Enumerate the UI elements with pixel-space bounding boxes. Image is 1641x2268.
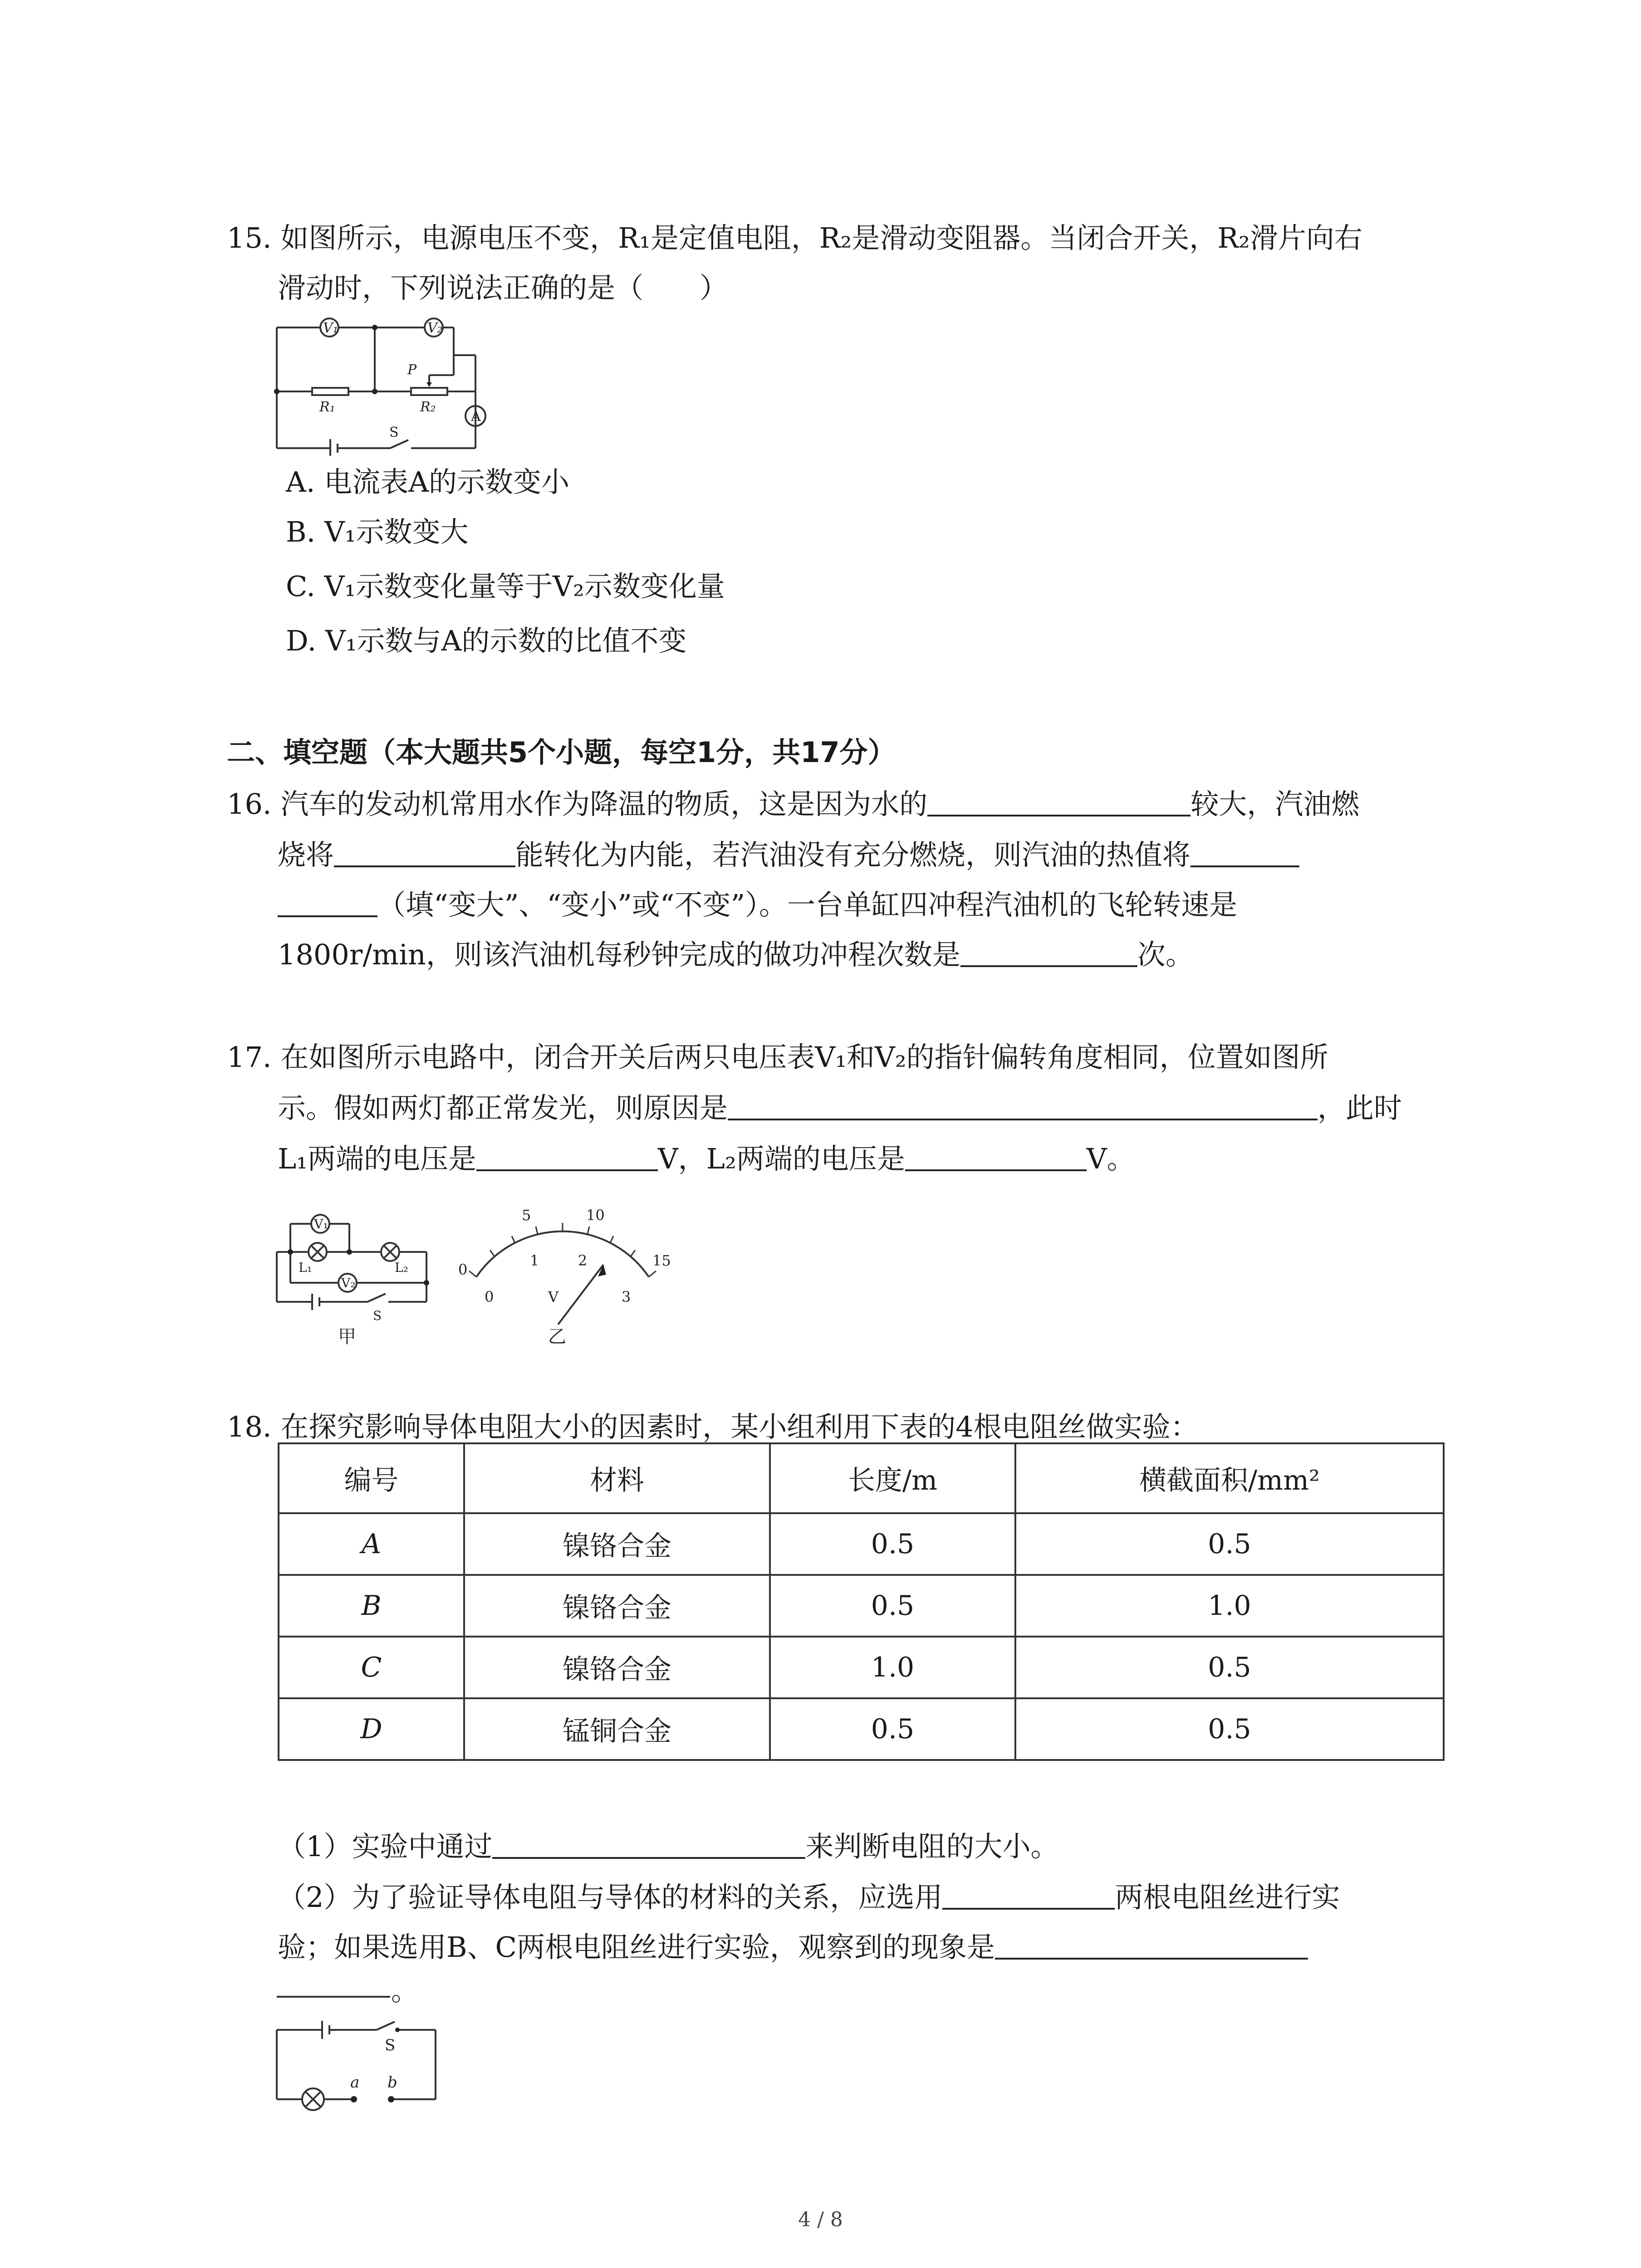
cell-length: 1.0 [770,1637,1015,1698]
dial-outer-15: 15 [652,1252,671,1269]
q18-text-1a: （1）实验中通过 [278,1830,493,1863]
q16-text-4a: 1800r/min，则该汽油机每秒钟完成的做功冲程次数是 [278,938,960,971]
cell-length: 0.5 [770,1698,1015,1760]
dial-needle [558,1265,603,1325]
terminal-a-label: a [350,2073,360,2092]
cell-area: 0.5 [1015,1637,1444,1698]
dial-outer-10: 10 [586,1207,605,1224]
q18-text-2a: （2）为了验证导体电阻与导体的材料的关系，应选用 [278,1881,943,1914]
cell-area: 1.0 [1015,1575,1444,1637]
q16-blank-3a[interactable] [1190,842,1299,867]
q17-circuit-a [272,1198,436,1352]
v1-label: V₁ [323,320,338,336]
cell-material: 镍铬合金 [464,1513,770,1575]
fig-a-switch-label: S [373,1308,382,1323]
dial-inner-0: 0 [485,1288,494,1305]
q18-end-mark: 。 [391,1987,418,2007]
q17-blank-2[interactable] [476,1146,658,1171]
q17-line2 [278,1091,1402,1124]
fig-a-l2-label: L₂ [395,1260,408,1275]
q15-option-b: B. V₁示数变大 [286,515,469,548]
q16-blank-3b[interactable] [278,892,377,917]
q17-blank-3[interactable] [905,1146,1087,1171]
r1-label: R₁ [319,399,335,415]
cell-area: 0.5 [1015,1698,1444,1760]
q17-voltmeter-dial [449,1193,694,1352]
terminal-b-label: b [387,2073,397,2092]
dial-outer-5: 5 [522,1207,531,1224]
q16-blank-1[interactable] [927,791,1190,816]
q17-text-3c: V。 [1086,1142,1135,1175]
q15-line2: 滑动时，下列说法正确的是（ ） [278,271,728,304]
q16-text-1a: 16. 汽车的发动机常用水作为降温的物质，这是因为水的 [227,787,928,821]
table-row [279,1698,1444,1760]
page-number: 4 / 8 [798,2208,843,2231]
fig-b-caption: 乙 [548,1326,566,1347]
q18-blank-2[interactable] [942,1884,1115,1910]
q17-blank-1[interactable] [728,1095,1318,1120]
cell-id: B [279,1575,464,1637]
fig-a-v1-label: V₁ [314,1217,328,1232]
table-row [279,1637,1444,1698]
cell-id: D [279,1698,464,1760]
q18-part1 [278,1830,1059,1863]
q16-line4 [278,938,1194,971]
fig-a-l1-label: L₁ [299,1260,312,1275]
table-header-row [279,1443,1444,1513]
q15-line1: 15. 如图所示，电源电压不变，R₁是定值电阻，R₂是滑动变阻器。当闭合开关，R₂滑片向右 [227,221,1362,254]
q16-text-2a: 烧将 [278,838,334,871]
q16-line2 [278,838,1299,871]
q15-option-a: A. 电流表A的示数变小 [286,465,569,499]
q16-text-3b: （填“变大”、“变小”或“不变”）。一台单缸四冲程汽油机的飞轮转速是 [377,888,1238,921]
q16-blank-2[interactable] [334,842,515,867]
resistance-wire-table [278,1442,1445,1761]
cell-length: 0.5 [770,1575,1015,1637]
dial-unit: V [548,1288,559,1305]
header-area: 横截面积/mm² [1015,1443,1444,1513]
q18-text-1b: 来判断电阻的大小。 [805,1830,1059,1863]
cell-material: 镍铬合金 [464,1637,770,1698]
ammeter-label: A [471,409,481,425]
q16-line1 [227,787,1360,821]
cell-area: 0.5 [1015,1513,1444,1575]
dial-inner-3: 3 [622,1288,631,1305]
q18-part2-cont [278,1931,1308,1964]
v2-label: V₂ [427,320,443,336]
q17-text-2a: 示。假如两灯都正常发光，则原因是 [278,1091,728,1124]
q17-line3 [278,1142,1135,1175]
cell-id: C [279,1637,464,1698]
r2-label: R₂ [420,399,436,415]
q18-circuit [272,1987,454,2118]
q17-text-2b: ，此时 [1318,1091,1402,1124]
q17-text-3a: L₁两端的电压是 [278,1142,477,1175]
q15-option-c: C. V₁示数变化量等于V₂示数变化量 [286,570,725,603]
cell-length: 0.5 [770,1513,1015,1575]
fig-a-caption: 甲 [338,1326,356,1347]
slider-p-label: P [407,362,417,378]
q18-text-2b: 两根电阻丝进行实 [1115,1881,1340,1914]
q18-intro: 18. 在探究影响导体电阻大小的因素时，某小组利用下表的4根电阻丝做实验： [227,1410,1199,1443]
dial-inner-1: 1 [530,1252,539,1269]
q16-line3 [278,888,1238,921]
switch-label: S [389,425,399,440]
q18-text-2c: 验；如果选用B、C两根电阻丝进行实验，观察到的现象是 [278,1931,995,1964]
header-length: 长度/m [770,1443,1015,1513]
header-material: 材料 [464,1443,770,1513]
q18-switch-label: S [385,2036,396,2054]
q18-part2 [278,1881,1340,1914]
q17-text-3b: V，L₂两端的电压是 [658,1142,905,1175]
q16-blank-4[interactable] [960,942,1137,967]
cell-material: 镍铬合金 [464,1575,770,1637]
table-row [279,1513,1444,1575]
q16-text-4b: 次。 [1137,938,1194,971]
q15-circuit-diagram [272,311,499,456]
fig-a-v2-label: V₂ [341,1276,356,1290]
q16-text-1b: 较大，汽油燃 [1190,787,1360,821]
cell-id: A [279,1513,464,1575]
cell-material: 锰铜合金 [464,1698,770,1760]
q18-blank-3[interactable] [995,1934,1308,1960]
dial-outer-0: 0 [458,1261,468,1278]
dial-ticks [469,1223,656,1277]
q16-text-2b: 能转化为内能，若汽油没有充分燃烧，则汽油的热值将 [515,838,1191,871]
q18-blank-1[interactable] [492,1833,805,1859]
q15-option-d: D. V₁示数与A的示数的比值不变 [286,624,687,657]
dial-inner-2: 2 [578,1252,588,1269]
header-id: 编号 [279,1443,464,1513]
q17-line1: 17. 在如图所示电路中，闭合开关后两只电压表V₁和V₂的指针偏转角度相同，位置如图所 [227,1041,1328,1074]
section-title: 二、填空题（本大题共5个小题，每空1分，共17分） [227,736,896,769]
table-row [279,1575,1444,1637]
